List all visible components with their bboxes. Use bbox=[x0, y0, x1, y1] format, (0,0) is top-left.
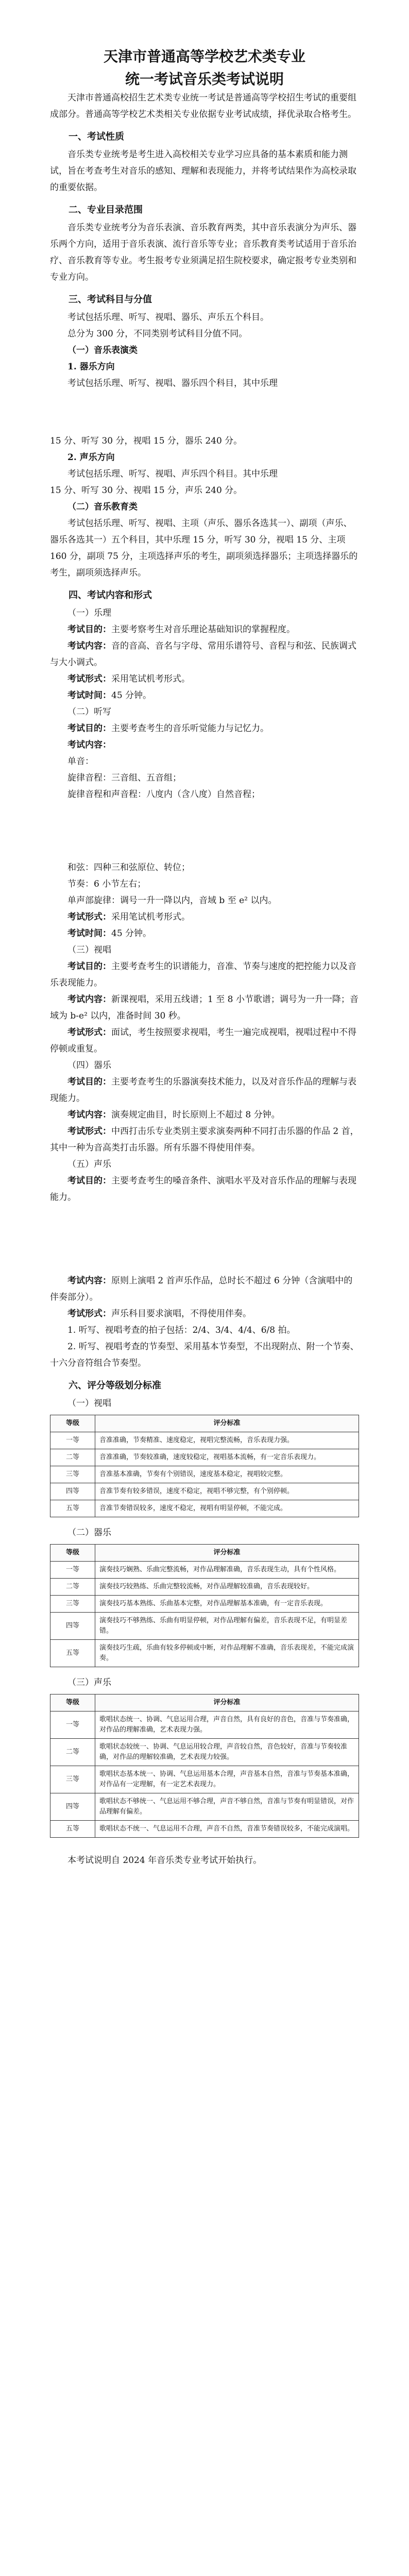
document-footer: 本考试说明自 2024 年音乐类专业考试开始执行。 bbox=[67, 1855, 262, 1866]
table-cell-standard: 歌唱状态较统一、协调、气息运用较合理，声音较自然，音色较好，音准与节奏较准确，对作品的理解较准确，艺术表现力较强。 bbox=[95, 1739, 359, 1766]
document-title-line2: 统一考试音乐类考试说明 bbox=[125, 71, 284, 88]
table-header-level: 等级 bbox=[50, 1694, 95, 1711]
sightsinging-goal-label: 考试目的： bbox=[67, 961, 111, 972]
theory-form-label: 考试形式： bbox=[67, 674, 111, 684]
table-cell-standard: 音准准确，节奏较准确，速度较稳定，视唱基本流畅，有一定音乐表现力。 bbox=[95, 1449, 359, 1466]
table-row bbox=[50, 1483, 359, 1500]
table-cell-standard: 歌唱状态不够统一、气息运用不够合理，声音不够自然，音准与节奏有明显错误，对作品理解有偏差。 bbox=[95, 1793, 359, 1821]
section-heading-content: 四、考试内容和形式 bbox=[69, 590, 152, 601]
dictation-time-label: 考试时间： bbox=[67, 928, 111, 939]
vocal-form-text: 声乐科目要求演唱，不得使用伴奏。 bbox=[111, 1309, 251, 1319]
dictation-content-b: 旋律音程：三音组、五音组； bbox=[67, 773, 181, 783]
section-heading-subjects: 三、考试科目与分值 bbox=[69, 294, 152, 305]
instrument-content bbox=[50, 1107, 359, 1123]
dictation-time bbox=[50, 925, 359, 942]
part-instrument-heading: （四）器乐 bbox=[67, 1060, 111, 1071]
part-sightsinging-heading: （三）视唱 bbox=[67, 945, 111, 955]
instrument-content-label: 考试内容： bbox=[67, 1110, 111, 1120]
subjects-education-heading: （二）音乐教育类 bbox=[67, 502, 138, 512]
table-cell-level: 五等 bbox=[50, 1640, 95, 1667]
dictation-content-c: 旋律音程和声音程：八度内（含八度）自然音程； bbox=[67, 789, 260, 800]
vocal-goal-text: 主要考查考生的嗓音条件、演唱水平及对音乐作品的理解与表现能力。 bbox=[50, 1176, 356, 1202]
table-row bbox=[50, 1432, 359, 1449]
table-header-level: 等级 bbox=[50, 1545, 95, 1562]
subjects-vocal-text-cont: 15 分、听写 30 分、视唱 15 分，声乐 240 分。 bbox=[50, 485, 243, 496]
table-instrument-heading: （二）器乐 bbox=[67, 1528, 111, 1538]
sightsinging-goal bbox=[50, 958, 359, 991]
part-dictation-heading: （二）听写 bbox=[67, 707, 111, 717]
dictation-goal bbox=[50, 720, 359, 737]
table-cell-standard: 演奏技巧生疏，乐曲有较多停顿或中断，对作品理解不准确，音乐表现差，不能完成演奏。 bbox=[95, 1640, 359, 1667]
table-cell-level: 二等 bbox=[50, 1739, 95, 1766]
table-viewsinging-heading: （一）视唱 bbox=[67, 1398, 111, 1409]
instrument-goal bbox=[50, 1074, 359, 1107]
sightsinging-form-label: 考试形式： bbox=[67, 1027, 111, 1038]
dictation-content-a: 单音： bbox=[67, 756, 94, 767]
table-cell-level: 二等 bbox=[50, 1579, 95, 1596]
subjects-instrument-text: 考试包括乐理、听写、视唱、器乐四个科目，其中乐理 bbox=[67, 378, 278, 388]
dictation-content-e: 节奏：6 小节左右； bbox=[67, 879, 146, 889]
instrument-form bbox=[50, 1123, 359, 1156]
table-cell-standard: 音准准确，节奏精准、速度稳定，视唱完整流畅，音乐表现力强。 bbox=[95, 1432, 359, 1449]
table-cell-level: 一等 bbox=[50, 1711, 95, 1739]
instrument-content-text: 演奏规定曲目，时长原则上不超过 8 分钟。 bbox=[111, 1110, 280, 1120]
theory-form-text: 采用笔试机考形式。 bbox=[111, 674, 190, 684]
vocal-content-label: 考试内容： bbox=[67, 1276, 111, 1286]
page-gap bbox=[50, 392, 359, 433]
intro-paragraph: 天津市普通高校招生艺术类专业统一考试是普通高等学校招生考试的重要组成部分。普通高等学校艺术类相关专业依据专业考试成绩，择优录取合格考生。 bbox=[50, 93, 356, 120]
theory-time-text: 45 分钟。 bbox=[111, 690, 152, 701]
table-row bbox=[50, 1821, 359, 1838]
theory-content bbox=[50, 638, 359, 671]
sightsinging-form bbox=[50, 1024, 359, 1057]
theory-time bbox=[50, 687, 359, 704]
table-cell-standard: 歌唱状态基本统一、协调、气息运用基本合理，声音基本自然，音准与节奏基本准确，对作品有一定理解，有一定艺术表现力。 bbox=[95, 1766, 359, 1793]
table-header-standard: 评分标准 bbox=[95, 1694, 359, 1711]
section-text-nature: 音乐类专业统考是考生进入高校相关专业学习应具备的基本素质和能力测试，旨在考查考生对音乐的感知、理解和表现能力，并将考试结果作为高校录取的重要依据。 bbox=[50, 149, 356, 193]
document-title-line1: 天津市普通高等学校艺术类专业 bbox=[103, 48, 305, 65]
theory-goal bbox=[50, 621, 359, 638]
dictation-goal-text: 主要考查考生的音乐听觉能力与记忆力。 bbox=[111, 723, 269, 734]
table-row bbox=[50, 1579, 359, 1596]
section-text-catalog: 音乐类专业统考分为音乐表演、音乐教育两类，其中音乐表演分为声乐、器乐两个方向，适用于音乐表演、流行音乐等专业；音乐教育类考试适用于音乐治疗、音乐教育等专业。考生报考专业须满足招生院校要求，确定报考专业类别和专业方向。 bbox=[50, 223, 356, 282]
table-cell-level: 三等 bbox=[50, 1466, 95, 1483]
sightsinging-form-text: 面试，考生按照要求视唱，考生一遍完成视唱，视唱过程中不得停顿或重复。 bbox=[50, 1027, 356, 1054]
table-cell-level: 三等 bbox=[50, 1596, 95, 1613]
table-cell-standard: 演奏技巧较熟练、乐曲完整较流畅，对作品理解较准确，音乐表现较好。 bbox=[95, 1579, 359, 1596]
dictation-time-text: 45 分钟。 bbox=[111, 928, 152, 939]
vocal-goal bbox=[50, 1173, 359, 1206]
sightsinging-content bbox=[50, 991, 359, 1024]
theory-time-label: 考试时间： bbox=[67, 690, 111, 701]
table-row bbox=[50, 1466, 359, 1483]
sightsinging-goal-text: 主要考查考生的识谱能力，音准、节奏与速度的把控能力以及音乐表现能力。 bbox=[50, 961, 356, 988]
table-vocal-heading: （三）声乐 bbox=[67, 1677, 111, 1688]
part-vocal-heading: （五）声乐 bbox=[67, 1159, 111, 1170]
subjects-vocal-text: 考试包括乐理、听写、视唱、声乐四个科目。其中乐理 bbox=[67, 469, 278, 479]
section-heading-catalog: 二、专业目录范围 bbox=[69, 205, 143, 215]
table-cell-level: 五等 bbox=[50, 1500, 95, 1517]
theory-content-label: 考试内容： bbox=[67, 641, 111, 651]
page-gap bbox=[50, 803, 359, 859]
dictation-goal-label: 考试目的： bbox=[67, 723, 111, 734]
dictation-content-d: 和弦：四种三和弦原位、转位； bbox=[67, 862, 190, 873]
instrument-goal-label: 考试目的： bbox=[67, 1077, 111, 1087]
table-cell-standard: 音准基本准确，节奏有个别错误，速度基本稳定，视唱较完整。 bbox=[95, 1466, 359, 1483]
dictation-form bbox=[50, 909, 359, 925]
dictation-content-f: 单声部旋律：调号一升一降以内，音域 b 至 e² 以内。 bbox=[67, 895, 277, 906]
table-cell-level: 四等 bbox=[50, 1483, 95, 1500]
dictation-content-label: 考试内容： bbox=[67, 740, 111, 750]
table-cell-standard: 歌唱状态不统一、气息运用不合理，声音不自然，音准节奏错误较多，不能完成演唱。 bbox=[95, 1821, 359, 1838]
table-row bbox=[50, 1711, 359, 1739]
subjects-text-2: 总分为 300 分，不同类别考试科目分值不同。 bbox=[67, 329, 248, 339]
table-row bbox=[50, 1640, 359, 1667]
table-row bbox=[50, 1739, 359, 1766]
table-cell-standard: 演奏技巧娴熟、乐曲完整流畅，对作品理解准确，音乐表现生动，具有个性风格。 bbox=[95, 1562, 359, 1579]
vocal-content-text: 原则上演唱 2 首声乐作品，总时长不超过 6 分钟（含演唱中的伴奏部分）。 bbox=[50, 1276, 353, 1302]
note-1: 1. 听写、视唱考查的拍子包括：2/4、3/4、4/4、6/8 拍。 bbox=[67, 1325, 296, 1335]
table-cell-level: 四等 bbox=[50, 1613, 95, 1640]
subjects-performance-heading: （一）音乐表演类 bbox=[67, 345, 138, 355]
table-header-level: 等级 bbox=[50, 1415, 95, 1432]
table-row bbox=[50, 1449, 359, 1466]
dictation-form-label: 考试形式： bbox=[67, 912, 111, 922]
table-cell-level: 三等 bbox=[50, 1766, 95, 1793]
subjects-text-1: 考试包括乐理、听写、视唱、器乐、声乐五个科目。 bbox=[67, 312, 269, 323]
vocal-content bbox=[50, 1273, 359, 1306]
document-content bbox=[50, 46, 359, 1869]
vocal-form-label: 考试形式： bbox=[67, 1309, 111, 1319]
sightsinging-content-label: 考试内容： bbox=[67, 994, 111, 1005]
dictation-content bbox=[50, 737, 359, 753]
vocal-goal-label: 考试目的： bbox=[67, 1176, 111, 1186]
subjects-vocal-heading: 2. 声乐方向 bbox=[67, 452, 115, 463]
table-row bbox=[50, 1613, 359, 1640]
table-cell-level: 一等 bbox=[50, 1562, 95, 1579]
table-cell-level: 二等 bbox=[50, 1449, 95, 1466]
table-cell-level: 一等 bbox=[50, 1432, 95, 1449]
grading-table-viewsinging bbox=[50, 1415, 359, 1517]
instrument-form-text: 中西打击乐专业类别主要求演奏两种不同打击乐器的作品 2 首，其中一种为音高类打击乐器。所有乐器不得使用伴奏。 bbox=[50, 1126, 359, 1153]
table-row bbox=[50, 1500, 359, 1517]
table-cell-standard: 演奏技巧不够熟练、乐曲有明显停顿，对作品理解有偏差，音乐表现不足，有明显差错。 bbox=[95, 1613, 359, 1640]
subjects-education-text: 考试包括乐理、听写、视唱、主项（声乐、器乐各选其一）、副项（声乐、器乐各选其一）五个科目，其中乐理 15 分，听写 30 分，视唱 15 分、主项 160 分，副项 75 分，主项选择声乐的考生，副项须选择器乐；主项选择器乐的考生，副项须选择声乐。 bbox=[50, 518, 358, 578]
instrument-goal-text: 主要考查考生的乐器演奏技术能力，以及对音乐作品的理解与表现能力。 bbox=[50, 1077, 356, 1104]
table-header-standard: 评分标准 bbox=[95, 1545, 359, 1562]
vocal-form bbox=[50, 1306, 359, 1322]
subjects-instrument-text-cont: 15 分、听写 30 分，视唱 15 分，器乐 240 分。 bbox=[50, 436, 243, 446]
sightsinging-content-text: 新课视唱，采用五线谱；1 至 8 小节歌谱；调号为一升一降；音域为 b-e² 以内，准备时间 30 秒。 bbox=[50, 994, 359, 1021]
grading-table-instrument bbox=[50, 1544, 359, 1667]
theory-goal-label: 考试目的： bbox=[67, 624, 111, 635]
note-2: 2. 听写、视唱考查的节奏型、采用基本节奏型，不出现附点、附一个节奏、十六分音符组合节奏型。 bbox=[50, 1342, 359, 1368]
theory-goal-text: 主要考察考生对音乐理论基础知识的掌握程度。 bbox=[111, 624, 295, 635]
subjects-instrument-heading: 1. 器乐方向 bbox=[67, 362, 115, 372]
section-heading-grading: 六、评分等级划分标准 bbox=[69, 1380, 161, 1391]
table-cell-standard: 音准节奏错误较多，速度不稳定，视唱有明显停顿，不能完成。 bbox=[95, 1500, 359, 1517]
table-row bbox=[50, 1596, 359, 1613]
instrument-form-label: 考试形式： bbox=[67, 1126, 111, 1137]
theory-content-text: 音的音高、音名与字母、常用乐谱符号、音程与和弦、民族调式与大小调式。 bbox=[50, 641, 356, 668]
page-gap bbox=[50, 1206, 359, 1273]
table-row bbox=[50, 1766, 359, 1793]
table-row bbox=[50, 1793, 359, 1821]
theory-form bbox=[50, 671, 359, 687]
table-cell-level: 五等 bbox=[50, 1821, 95, 1838]
table-header-standard: 评分标准 bbox=[95, 1415, 359, 1432]
section-heading-nature: 一、考试性质 bbox=[69, 131, 124, 142]
table-cell-standard: 演奏技巧基本熟练、乐曲基本完整，对作品理解基本准确，有一定音乐表现。 bbox=[95, 1596, 359, 1613]
table-cell-standard: 音准节奏有较多错误，速度不稳定，视唱不够完整，有个别停顿。 bbox=[95, 1483, 359, 1500]
table-row bbox=[50, 1562, 359, 1579]
part-theory-heading: （一）乐理 bbox=[67, 608, 111, 618]
table-cell-standard: 歌唱状态统一、协调、气息运用合理，声音自然，具有良好的音色，音准与节奏准确，对作品的理解准确，艺术表现力强。 bbox=[95, 1711, 359, 1739]
dictation-form-text: 采用笔试机考形式。 bbox=[111, 912, 190, 922]
grading-table-vocal bbox=[50, 1694, 359, 1838]
table-cell-level: 四等 bbox=[50, 1793, 95, 1821]
